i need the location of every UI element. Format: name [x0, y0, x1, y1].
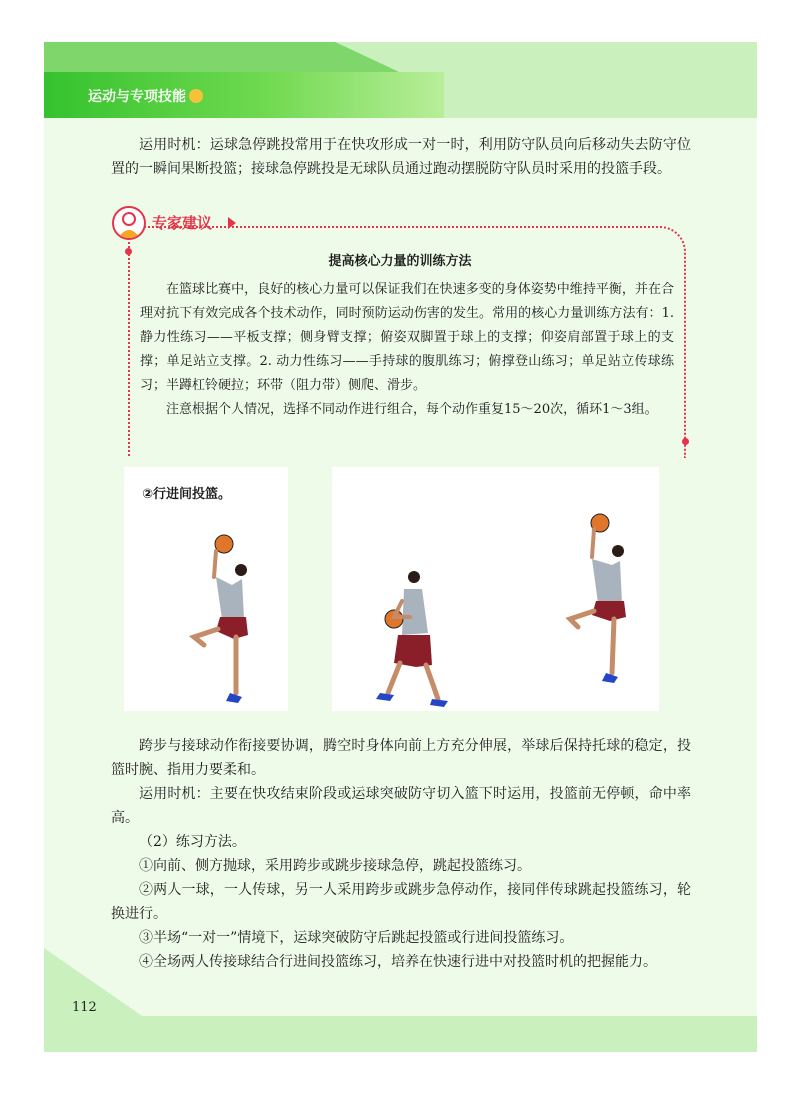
- expert-text: [140, 278, 674, 422]
- layup-photo-2: [332, 467, 496, 711]
- expert-para: 在篮球比赛中，良好的核心力量可以保证我们在快速多变的身体姿势中维持平衡，并在合理对抗下有效完成各个技术动作，同时预防运动伤害的发生。常用的核心力量训练方法有：1. 静力性练习——平板支撑；侧身臂支撑；俯姿双脚置于球上的支撑；仰姿肩部置于球上的支撑；单足站立支撑。2. 动力性练习——手持球的腹肌练习；俯撑登山练习；单足站立传球练习；半蹲杠铃硬拉；环带（阻力带）侧爬、滑步。: [140, 282, 674, 393]
- player-shooting-icon: [490, 467, 659, 711]
- body-paragraph: （2）练习方法。: [139, 834, 246, 850]
- player-stepping-icon: [332, 467, 496, 711]
- expert-para: 注意根据个人情况，选择不同动作进行组合，每个动作重复15～20次，循环1～3组。: [166, 402, 658, 417]
- frame-dot: [682, 438, 689, 445]
- expert-avatar-icon: [112, 206, 146, 240]
- body-paragraph: ①向前、侧方抛球，采用跨步或跳步接球急停，跳起投篮练习。: [139, 858, 531, 874]
- body-paragraph: 跨步与接球动作衔接要协调，腾空时身体向前上方充分伸展，举球后保持托球的稳定，投篮时腕、指用力要柔和。: [111, 738, 691, 778]
- arrow-right-icon: [228, 217, 236, 229]
- header-badge-icon: [189, 89, 203, 103]
- expert-label: 专家建议: [152, 214, 213, 232]
- expert-title: 提高核心力量的训练方法: [328, 254, 472, 269]
- page-number: 112: [72, 1000, 97, 1015]
- figure-label: ②行进间投篮。: [142, 487, 232, 502]
- expert-frame-left: [128, 242, 130, 456]
- layup-figure: [124, 467, 659, 711]
- header-title: 运动与专项技能: [88, 86, 203, 106]
- footer-band: [44, 1016, 757, 1052]
- player-jumping-icon: [124, 467, 288, 711]
- layup-photo-3: [490, 467, 659, 711]
- body-paragraph: ③半场“一对一”情境下，运球突破防守后跳起投篮或行进间投篮练习。: [139, 930, 574, 946]
- body-paragraph: ②两人一球，一人传球，另一人采用跨步或跳步急停动作，接同伴传球跳起投篮练习，轮换进行。: [111, 882, 691, 922]
- intro-paragraph: 运用时机：运球急停跳投常用于在快攻形成一对一时，利用防守队员向后移动失去防守位置的一瞬间果断投篮；接球急停跳投是无球队员通过跑动摆脱防守队员时采用的投篮手段。: [111, 137, 691, 177]
- expert-advice-box: [112, 206, 688, 458]
- body-paragraph: 运用时机：主要在快攻结束阶段或运球突破防守切入篮下时运用，投篮前无停顿，命中率高。: [111, 786, 691, 826]
- layup-photo-1: [124, 467, 288, 711]
- body-paragraph: ④全场两人传接球结合行进间投篮练习，培养在快速行进中对投篮时机的把握能力。: [139, 954, 657, 970]
